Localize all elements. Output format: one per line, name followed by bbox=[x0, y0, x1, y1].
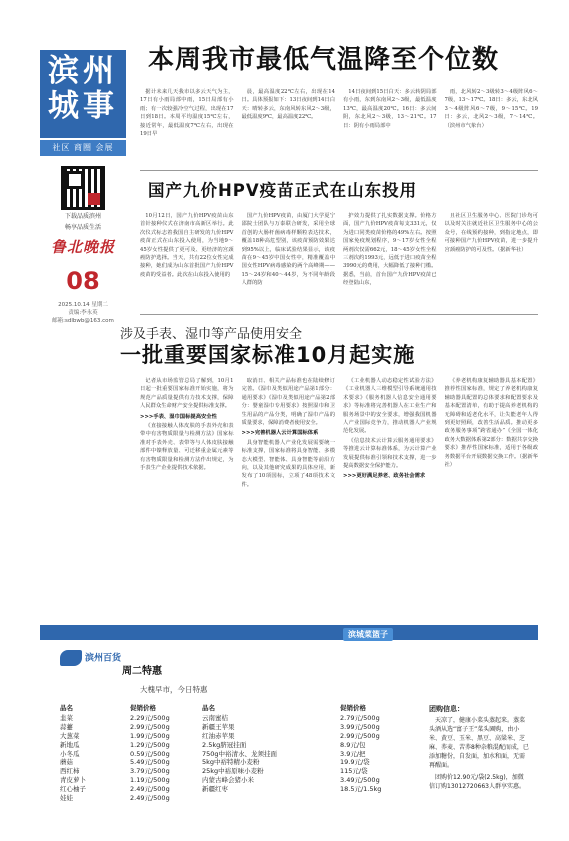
article-column: 雨，北风转2～3级转3～4级阵风6～7级，13～17℃。18日：多云，东北风3～4级阵风6～7级，9～15℃。19日：多云，北风2～3级，7～14℃。（滨州市气象台） bbox=[444, 89, 538, 129]
table-row bbox=[202, 758, 332, 767]
article-column: 10月12日，国产九价HPV疫苗山东首针接种仪式在济南市高新区举行。此次仪式标志着我国自主研发的九价HPV疫苗正式在山东投入使用，为当地9～45岁女性提供了更可及、更经济的宫颈癌防护选择。当天，共有22位女性完成接种，她们成为山东首批国产九价HPV疫苗的受益者。此次在山东投入使用的 bbox=[140, 213, 234, 278]
table-row bbox=[340, 776, 420, 785]
article-column: 据计未来几天我市以多云天气为主，17日有小雨局部中雨，15日局部有小雨；有一次较强冷空气过程，出现在17日到18日。本周平均温度15℃左右，接近常年，最低温度7℃左右，出现在19日早 bbox=[140, 89, 234, 138]
table-row bbox=[340, 714, 420, 723]
article-subhead: >>>手表、湿巾国标提高安全性 bbox=[140, 413, 217, 420]
item-name: 内蒙古峰会猪小米 bbox=[202, 776, 254, 785]
group-buy-paragraph: 天凉了，健康小菜头蒸起来。蒸菜头酒从选“富子王”菜头園购，由小米、黄豆、玉米、黑豆、高粱米、芝麻、荞麦、苦荞8种杂粮混配而成，已添加糖份，自发面，加水和面，无需再醒面。 bbox=[429, 717, 529, 769]
table-row bbox=[60, 714, 210, 723]
table-row bbox=[202, 714, 332, 723]
header-name: 品名 bbox=[202, 704, 215, 712]
table-row bbox=[60, 776, 210, 785]
section-title-line1: 滨州 bbox=[48, 53, 118, 89]
table-row bbox=[202, 767, 332, 776]
market-tag: 滨城菜篮子 bbox=[343, 628, 393, 641]
article-column: 14日夜间到15日白天：多云转阴局部有小雨，东到东南风2～3级，最低温度13℃，最高温度20℃。16日：多云间阴，东北风2～3级，13～21℃。17日：阴有小雨局部中 bbox=[343, 89, 437, 129]
table-row bbox=[60, 741, 210, 750]
item-price: 3.79元/500g bbox=[130, 767, 170, 776]
item-price: 0.59元/500g bbox=[130, 749, 170, 758]
article-paragraph: 记者从市场监管总局了解到，10月1日起一批重要国家标准开始实施，将为规范产品质量提供有力技术支撑，保障人民群众生命财产安全提供标准支撑。 bbox=[140, 378, 234, 410]
table-row bbox=[60, 758, 210, 767]
item-name: 西红柿 bbox=[60, 767, 80, 776]
item-price: 8.9元/包 bbox=[340, 740, 366, 749]
item-name: 新疆王苹果 bbox=[202, 722, 235, 731]
article-paragraph: 《信息技术云计算云服务通用要求》等推进云计算标准体系，为云计算产业发展提供标准引领和技术支撑，进一步提高数据安全保护能力。 bbox=[343, 437, 437, 470]
table-header bbox=[202, 704, 332, 713]
item-name: 娃娃 bbox=[60, 794, 73, 803]
standards-headline: 一批重要国家标准10月起实施 bbox=[120, 343, 416, 367]
table-row bbox=[60, 785, 210, 794]
standards-kicker: 涉及手表、湿巾等产品使用安全 bbox=[120, 327, 303, 342]
table-row bbox=[340, 767, 420, 776]
article-column: 护效力提供了扎实数据支撑。价格方面，国产九价HPV疫苗每支331元，仅为进口同类疫苗价格的49%左右。按照国家免疫规划程序，9～17岁女性全程两剂次仅需662元，18～45岁女性全程三剂次约1993元，远低于进口疫苗全程3990元的费用，大幅降低了接种门槛。据悉，当前，首台国产九价HPV疫苗已经登陆山东， bbox=[343, 213, 437, 287]
item-price: 3.49元/500g bbox=[340, 776, 380, 785]
item-price: 2.99元/500g bbox=[130, 722, 170, 731]
table-row bbox=[60, 732, 210, 741]
article-column: 晨，最高温度22℃左右，出现在14日。具体预报如下：13日夜间到14日白天：晴转多云，东南风转东风2～3级，最低温度9℃，最高温度22℃。 bbox=[241, 89, 335, 121]
table-header bbox=[340, 704, 420, 713]
app-download-line2: 畅享品质生活 bbox=[64, 224, 101, 231]
market-banner bbox=[40, 625, 538, 640]
item-price: 1.19元/500g bbox=[130, 776, 170, 785]
item-price: 1.29元/500g bbox=[130, 740, 170, 749]
item-name: 韭菜 bbox=[60, 713, 73, 722]
table-header bbox=[60, 704, 210, 713]
header-name: 品名 bbox=[60, 704, 73, 712]
table-row bbox=[60, 723, 210, 732]
market-slogan: 大槐早市，今日特惠 bbox=[140, 685, 208, 694]
table-row bbox=[340, 741, 420, 750]
item-name: 青皮萝卜 bbox=[60, 776, 86, 785]
hpv-headline: 国产九价HPV疫苗正式在山东投用 bbox=[148, 181, 418, 200]
divider bbox=[140, 314, 538, 315]
price-table-3 bbox=[340, 704, 420, 794]
hpv-article-body bbox=[140, 212, 538, 304]
header-price: 促销价格 bbox=[340, 704, 366, 712]
standards-article-body bbox=[140, 377, 538, 612]
item-price: 19.9元/袋 bbox=[340, 758, 370, 767]
editor-line: 责编:李永英 bbox=[68, 310, 98, 316]
item-name: 蒜薹 bbox=[60, 722, 73, 731]
table-row bbox=[60, 794, 210, 803]
item-name: 红心柚子 bbox=[60, 785, 86, 794]
section-masthead bbox=[40, 50, 126, 325]
table-row bbox=[202, 723, 332, 732]
group-buy-paragraph: 团购价12.90元/袋(2.5kg)，加微信订购13012720663人群享实惠。 bbox=[429, 774, 525, 790]
market-title: 周二特惠 bbox=[122, 666, 162, 677]
temperature-article-body bbox=[140, 88, 538, 160]
article-paragraph: 取消日、相关产品标准也在陆续修订完善。《湿巾及类似用途产品第1部分：通用要求》《湿巾及类似用途产品第2部分：婴童湿巾专用要求》按照湿巾和卫生用品的产品分类，明确了湿巾产品的质量要求，保障消费者使用安全。 bbox=[241, 378, 335, 427]
item-name: 大葱菜 bbox=[60, 731, 80, 740]
section-title-block bbox=[40, 50, 126, 138]
item-name: 小冬瓜 bbox=[60, 749, 80, 758]
item-name: 2.5kg脐冠挂面 bbox=[202, 740, 247, 749]
section-subtitle: 社区 商圈 会展 bbox=[40, 140, 126, 156]
temperature-headline: 本周我市最低气温降至个位数 bbox=[148, 45, 500, 75]
header-price: 促销价格 bbox=[130, 704, 156, 712]
group-buy-info bbox=[429, 705, 529, 794]
article-subhead: >>>完善机器人云计算国标体系 bbox=[241, 430, 319, 437]
article-paragraph: 《直接接触人体皮肤的手表外壳和表带中有害物质限量与检测方法》国家标准对手表外壳、表带等与人体皮肤接触部件中镍释放量、可迁移重金属元素等有害物质限量和检测方法作出规定，为手表生产企业提供技术依据。 bbox=[140, 423, 234, 472]
table-row bbox=[340, 785, 420, 794]
article-paragraph: 《养老机构康复辅助器具基本配置》推荐性国家标准，规定了养老机构康复辅助器具配置的总体要求和配置要求及基本配置清单，有助于提高养老机构的无障碍和适老化水平，让失能老年人得到更好照顾，改善生活品质。推动更多政务服务事项“跨省通办”《全国一体化政务大数据体系第2部分：数据共享交换要求》推荐性国家标准，适用于各级政务数据平台开展数据交换工作。（据新华社） bbox=[444, 378, 538, 469]
page-number: 08 bbox=[66, 267, 100, 295]
item-name: 新地瓜 bbox=[60, 740, 80, 749]
issue-meta bbox=[40, 301, 126, 325]
table-row bbox=[60, 750, 210, 759]
qr-code-icon[interactable] bbox=[61, 166, 105, 210]
item-price: 115元/袋 bbox=[340, 767, 368, 776]
article-paragraph: 具身智能机器人产业化发展需要统一标准支撑，国家标准将具身智能、多模态大模型、智能体、具身智能等前沿方向，以及其他研究成果的具体应用，新发布了10项国标，立项了48项技术文件。 bbox=[241, 439, 335, 488]
email-line: 邮箱:sdlbwb@163.com bbox=[52, 318, 114, 324]
item-price: 2.79元/500g bbox=[340, 713, 380, 722]
item-name: 25kg中裕原味小麦粉 bbox=[202, 767, 264, 776]
article-column: 且社区卫生服务中心、医院门诊均可以及时关注就近社区卫生服务中心的公众号，在线预约接种，到指定地点，即可接种国产九价HPV疫苗，进一步提升宫颈癌防护的可及性。（据新华社） bbox=[444, 213, 538, 253]
item-price: 2.49元/500g bbox=[130, 785, 170, 794]
app-download-line1: 下载品质滨州 bbox=[64, 213, 101, 220]
price-table-2 bbox=[202, 704, 332, 794]
store-logo-icon bbox=[60, 650, 82, 666]
issue-date: 2025.10.14 星期二 bbox=[58, 302, 108, 308]
article-column: 国产九价HPV疫苗，由厦门大学夏宁邵院士团队与万泰联合研发，采用全球首创的大肠杆菌病毒样颗粒表达技术，覆盖18种高危型别，该疫苗预防效果达到95%以上，临床试验结果显示，该疫苗在9～45岁中国女性中，精准覆盖中国女性HPV病毒感染的两个高峰期——15～24岁和40～44岁，为不同年龄段人群的防 bbox=[241, 213, 335, 287]
item-price: 2.29元/500g bbox=[130, 713, 170, 722]
item-price: 3.9元/把 bbox=[340, 749, 366, 758]
table-row bbox=[340, 723, 420, 732]
item-price: 1.99元/500g bbox=[130, 731, 170, 740]
article-subhead: >>>更好满足养老、政务社会需求 bbox=[343, 473, 426, 480]
item-name: 蘑菇 bbox=[60, 758, 73, 767]
price-table-1 bbox=[60, 704, 210, 803]
article-paragraph: 《工业机器人动态稳定性试验方法》《工业机器人三维模型引导系统通用技术要求》《服务机器人信息安全通用要求》等标准将完善机器人在工业生产和服务场景中的安全要求，增强我国机器人产业国际竞争力，推动机器人产业规范化发展。 bbox=[343, 378, 437, 435]
table-row bbox=[202, 741, 332, 750]
table-row bbox=[202, 732, 332, 741]
group-buy-title: 团购信息： bbox=[429, 705, 464, 713]
item-name: 云南蜜桔 bbox=[202, 713, 228, 722]
item-price: 2.49元/500g bbox=[130, 794, 170, 803]
table-row bbox=[340, 758, 420, 767]
section-title-line2: 城事 bbox=[48, 88, 118, 124]
item-price: 18.5元/1.5kg bbox=[340, 785, 382, 794]
table-row bbox=[202, 785, 332, 794]
table-row bbox=[60, 767, 210, 776]
item-name: 红油赤苹果 bbox=[202, 731, 235, 740]
divider bbox=[140, 170, 538, 171]
item-price: 5.49元/500g bbox=[130, 758, 170, 767]
item-price: 3.99元/500g bbox=[340, 722, 380, 731]
newspaper-brand-logo: 鲁北晚报 bbox=[50, 238, 115, 256]
store-logo-text: 滨州百货 bbox=[85, 653, 122, 664]
item-name: 750g中裕清水、龙须挂面 bbox=[202, 749, 278, 758]
table-row bbox=[340, 732, 420, 741]
table-row bbox=[202, 776, 332, 785]
item-name: 5kg中裕特精小麦粉 bbox=[202, 758, 260, 767]
item-name: 新疆红枣 bbox=[202, 785, 228, 794]
item-price: 2.99元/500g bbox=[340, 731, 380, 740]
